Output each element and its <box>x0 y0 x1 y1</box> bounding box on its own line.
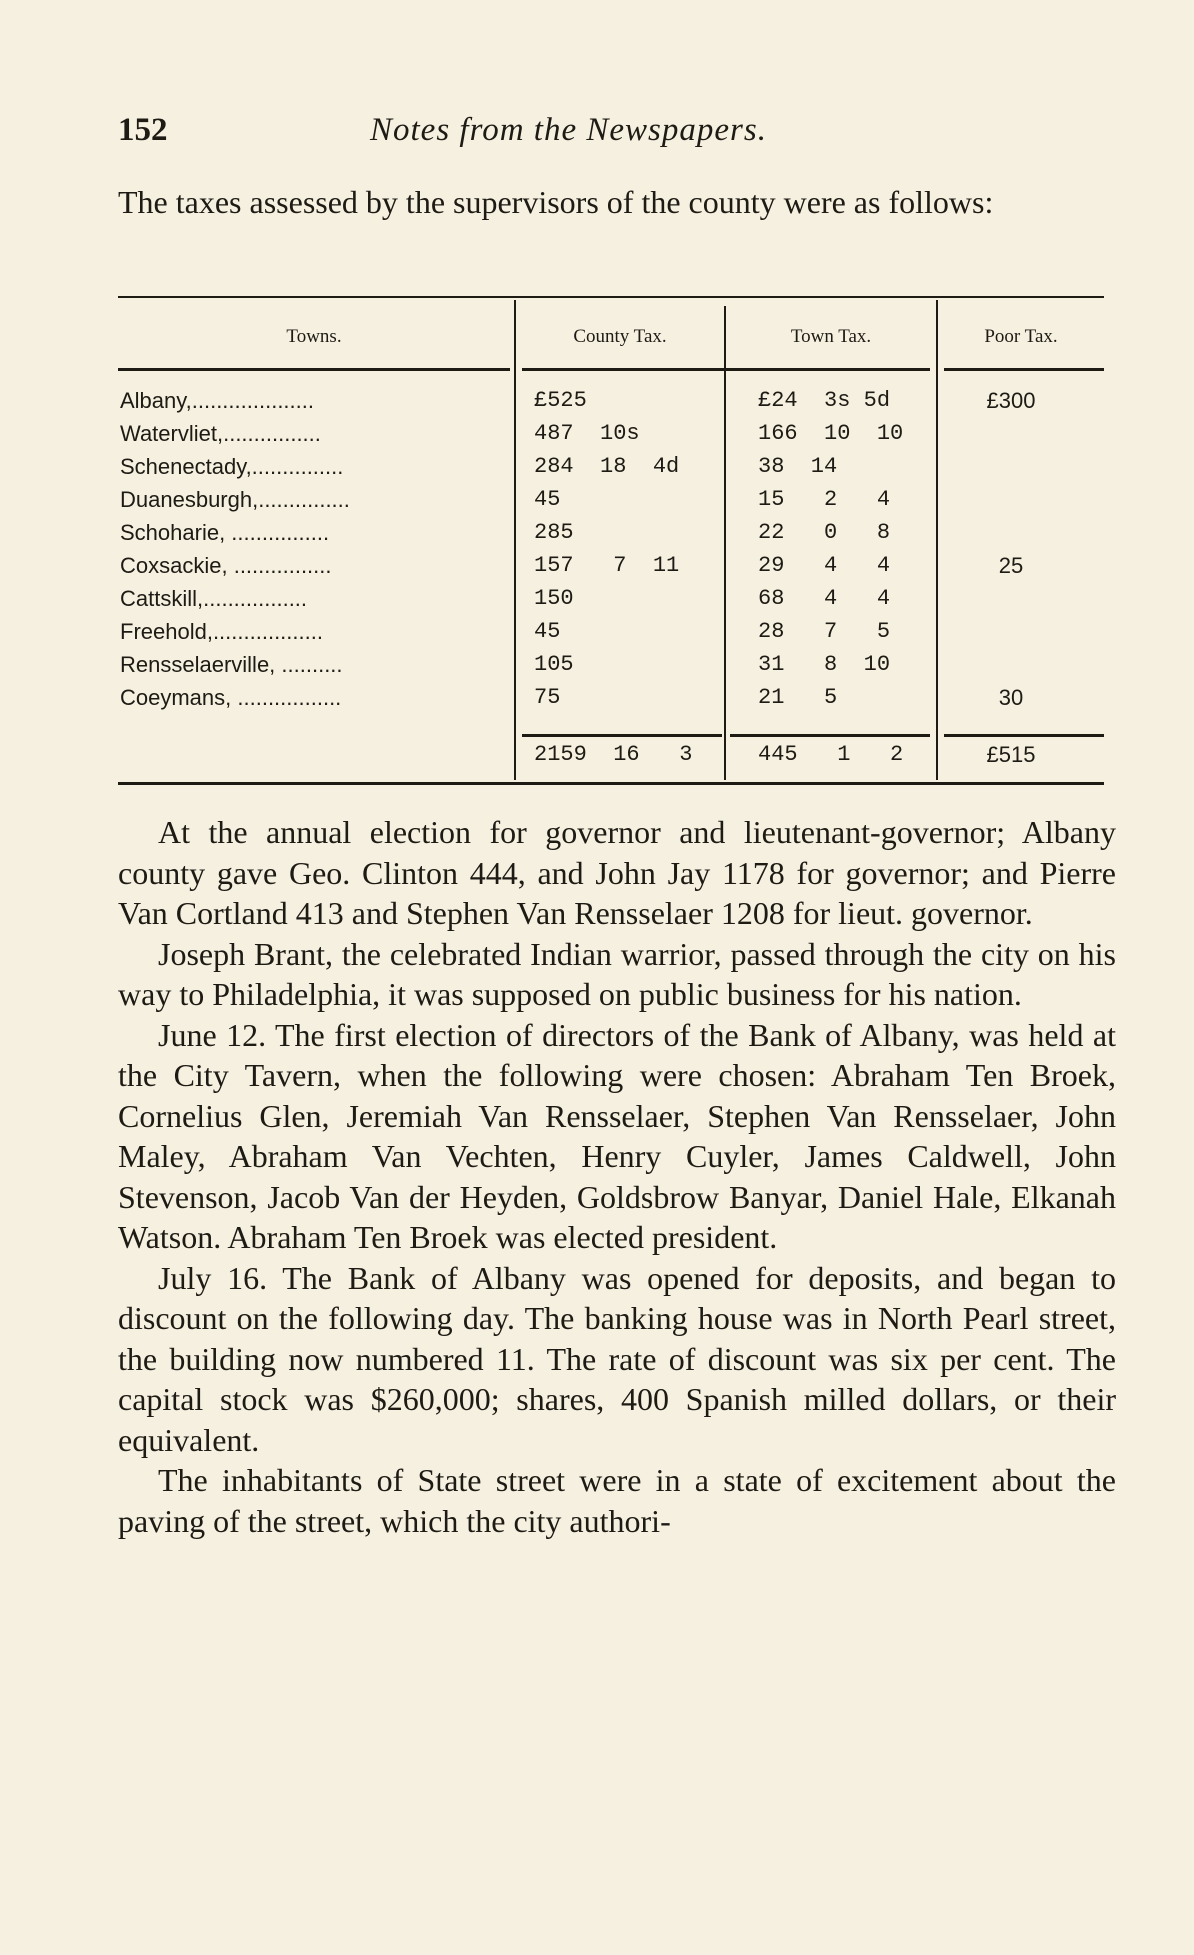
totals-rule-county <box>522 734 722 737</box>
table-row <box>118 586 1104 619</box>
town-name: Schenectady,............... <box>120 454 344 479</box>
body-text <box>118 812 1116 1541</box>
town-name: Rensselaerville, .......... <box>120 652 343 677</box>
county-tax: 284 18 4d <box>534 454 680 479</box>
county-tax: 150 <box>534 586 574 611</box>
town-name: Coeymans, ................. <box>120 685 342 710</box>
poor-tax: 25 <box>998 553 1024 578</box>
table-row <box>118 652 1104 685</box>
county-tax: 487 10s <box>534 421 640 446</box>
poor-tax: 30 <box>998 685 1024 710</box>
town-name: Cattskill,................. <box>120 586 308 611</box>
total-town-tax: 445 1 2 <box>758 742 904 767</box>
table-bottom-rule <box>118 782 1104 785</box>
town-name: Schoharie, ................ <box>120 520 330 545</box>
paragraph-brant: Joseph Brant, the celebrated Indian warrior, passed through the city on his way to Philadelphia, it was supposed on public business for his nation. <box>118 935 1116 1012</box>
table-row <box>118 619 1104 652</box>
header-rule-towns <box>118 368 510 371</box>
header-rule-county <box>522 368 744 371</box>
table-row <box>118 685 1104 718</box>
header-town-tax: Town Tax. <box>790 326 872 347</box>
table-row <box>118 388 1104 421</box>
total-county-tax: 2159 16 3 <box>534 742 693 767</box>
intro-text: The taxes assessed by the supervisors of the county were as follows: <box>118 184 994 220</box>
header-rule-poor <box>944 368 1104 371</box>
page-number: 152 <box>118 112 168 148</box>
county-tax: 105 <box>534 652 574 677</box>
town-tax: 15 2 4 <box>758 487 891 512</box>
tax-table <box>118 296 1104 790</box>
table-top-rule <box>118 296 1104 298</box>
table-row <box>118 487 1104 520</box>
town-tax: 166 10 10 <box>758 421 904 446</box>
town-name: Watervliet,................ <box>120 421 321 446</box>
page-header <box>118 112 1118 162</box>
town-name: Coxsackie, ................ <box>120 553 332 578</box>
county-tax: 285 <box>534 520 574 545</box>
totals-rule-poor <box>944 734 1104 737</box>
town-name: Duanesburgh,............... <box>120 487 350 512</box>
table-row <box>118 520 1104 553</box>
county-tax: 157 7 11 <box>534 553 680 578</box>
totals-row <box>118 742 1104 775</box>
town-tax: 31 8 10 <box>758 652 891 677</box>
county-tax: 45 <box>534 619 561 644</box>
header-rule-town <box>730 368 930 371</box>
paragraph-election: At the annual election for governor and lieutenant-governor; Albany county gave Geo. Clinton 444, and John Jay 1178 for governor; and Pierre Van Cortland 413 and Stephen Van Rensselaer 1208 for lieut. governor. <box>118 814 1116 931</box>
town-tax: 28 7 5 <box>758 619 891 644</box>
paragraph-bank-opened: July 16. The Bank of Albany was opened for deposits, and began to discount on the following day. The banking house was in North Pearl street, the building now numbered 11. The rate of discount was six per cent. The capital stock was $260,000; shares, 400 Spanish milled dollars, or their equivalent. <box>118 1259 1116 1458</box>
table-row <box>118 454 1104 487</box>
header-county-tax: County Tax. <box>573 326 667 347</box>
town-name: Albany,.................... <box>120 388 314 413</box>
town-tax: 22 0 8 <box>758 520 891 545</box>
header-towns: Towns. <box>286 326 342 347</box>
town-tax: £24 3s 5d <box>758 388 891 413</box>
town-tax: 68 4 4 <box>758 586 891 611</box>
running-title: Notes from the Newspapers. <box>370 112 767 148</box>
table-row <box>118 421 1104 454</box>
table-rows <box>118 388 1104 718</box>
paragraph-state-street: The inhabitants of State street were in a state of excitement about the paving of the street, which the city authori- <box>118 1462 1116 1539</box>
town-name: Freehold,.................. <box>120 619 323 644</box>
poor-tax: £300 <box>986 388 1036 413</box>
totals-rule-town <box>730 734 930 737</box>
table-row <box>118 553 1104 586</box>
header-poor-tax: Poor Tax. <box>984 326 1058 347</box>
paragraph-bank-directors: June 12. The first election of directors of the Bank of Albany, was held at the City Tavern, when the following were chosen: Abraham Ten Broek, Cornelius Glen, Jeremiah Van Rensselaer, Stephen Van Rensselaer, John Maley, Abraham Van Vechten, Henry Cuyler, James Caldwell, John Stevenson, Jacob Van der Heyden, Goldsbrow Banyar, Daniel Hale, Elkanah Watson. Abraham Ten Broek was elected president. <box>118 1016 1116 1255</box>
town-tax: 29 4 4 <box>758 553 891 578</box>
total-poor-tax: £515 <box>986 742 1036 767</box>
county-tax: £525 <box>534 388 587 413</box>
county-tax: 45 <box>534 487 561 512</box>
town-tax: 21 5 <box>758 685 838 710</box>
town-tax: 38 14 <box>758 454 838 479</box>
county-tax: 75 <box>534 685 561 710</box>
